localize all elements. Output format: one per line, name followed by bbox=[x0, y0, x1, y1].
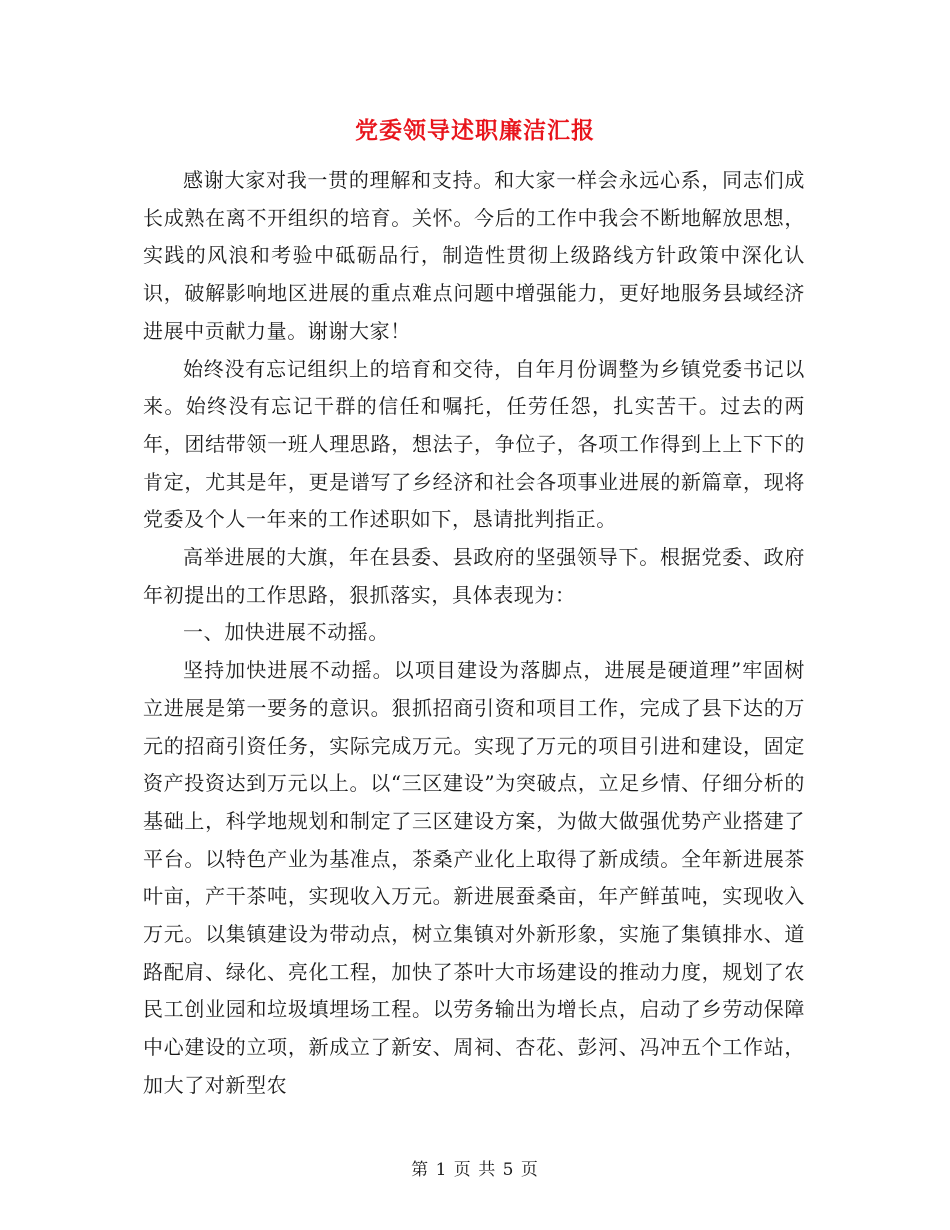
paragraph: 感谢大家对我一贯的理解和支持。和大家一样会永远心系，同志们成长成熟在离不开组织的培育。关怀。今后的工作中我会不断地解放思想，实践的风浪和考验中砥砺品行，制造性贯彻上级路线方针政策中深化认识，破解影响地区进展的重点难点问题中增强能力，更好地服务县域经济进展中贡献力量。谢谢大家！ bbox=[143, 168, 805, 343]
paragraph: 高举进展的大旗，年在县委、县政府的坚强领导下。根据党委、政府年初提出的工作思路，狠抓落实，具体表现为： bbox=[143, 545, 805, 607]
document-title: 党委领导述职廉洁汇报 bbox=[355, 117, 595, 144]
page-number-footer: 第 1 页 共 5 页 bbox=[411, 1160, 539, 1180]
paragraph: 坚持加快进展不动摇。以项目建设为落脚点，进展是硬道理”牢固树立进展是第一要务的意识。狠抓招商引资和项目工作，完成了县下达的万元的招商引资任务，实际完成万元。实现了万元的项目引进和建设，固定资产投资达到万元以上。以“三区建设”为突破点，立足乡情、仔细分析的基础上，科学地规划和制定了三区建设方案，为做大做强优势产业搭建了平台。以特色产业为基准点，茶桑产业化上取得了新成绩。全年新进展茶叶亩，产干茶吨，实现收入万元。新进展蚕桑亩，年产鲜茧吨，实现收入万元。以集镇建设为带动点，树立集镇对外新形象，实施了集镇排水、道路配肩、绿化、亮化工程，加快了茶叶大市场建设的推动力度，规划了农民工创业园和垃圾填埋场工程。以劳务输出为增长点，启动了乡劳动保障中心建设的立项，新成立了新安、周祠、杏花、彭河、冯冲五个工作站，加大了对新型农 bbox=[143, 658, 805, 1097]
paragraph: 始终没有忘记组织上的培育和交待，自年月份调整为乡镇党委书记以来。始终没有忘记干群的信任和嘱托，任劳任怨，扎实苦干。过去的两年，团结带领一班人理思路，想法子，争位子，各项工作得到上上下下的肯定，尤其是年，更是谱写了乡经济和社会各项事业进展的新篇章，现将党委及个人一年来的工作述职如下，恳请批判指正。 bbox=[143, 356, 805, 532]
section-heading: 一、加快进展不动摇。 bbox=[183, 620, 389, 645]
document-body bbox=[143, 162, 805, 1105]
